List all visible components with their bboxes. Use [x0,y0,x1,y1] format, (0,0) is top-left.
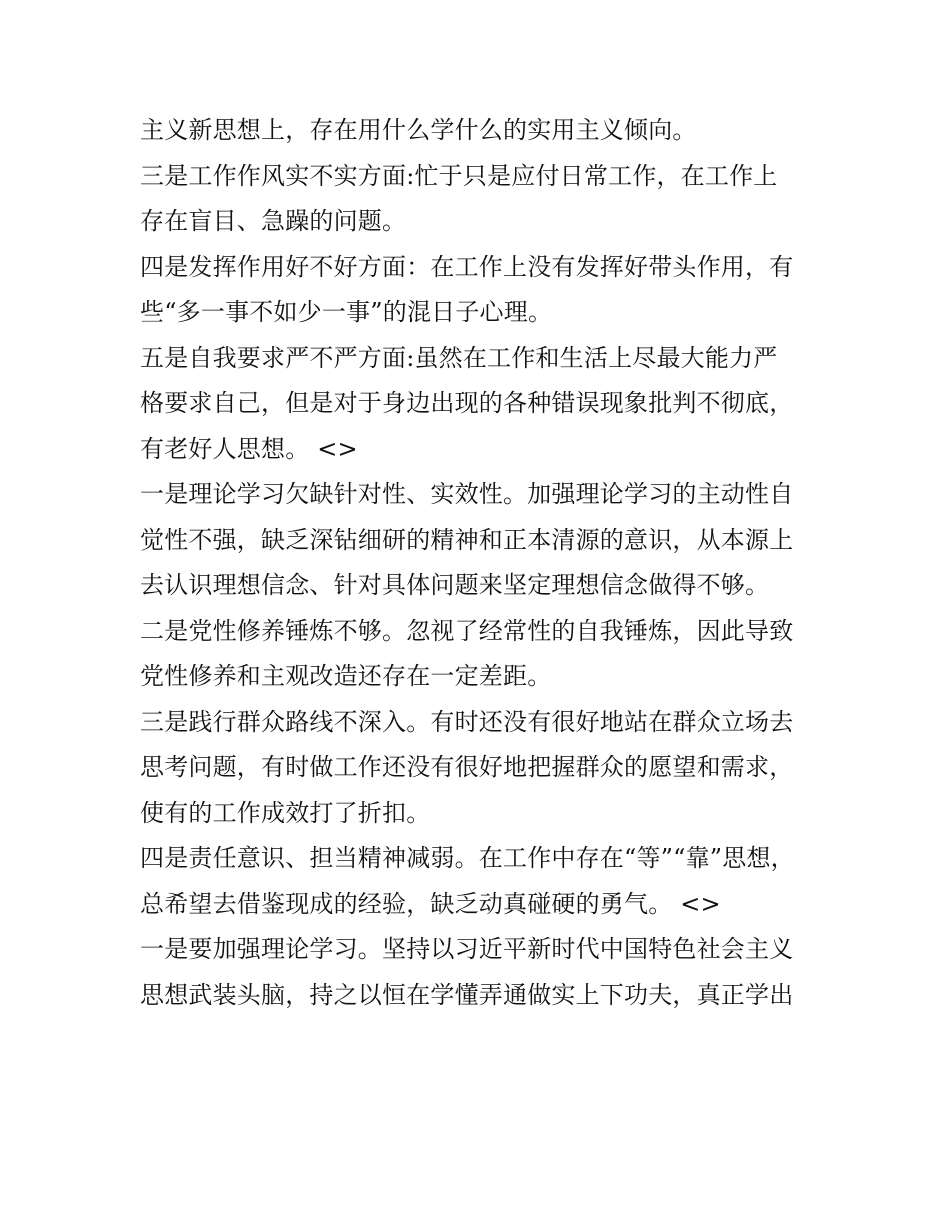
text-line: 有老好人思想。 <> [140,434,358,463]
text-line: 党性修养和主观改造还存在一定差距。 [140,662,552,690]
text-line: 五是自我要求严不严方面:虽然在工作和生活上尽最大能力严 [140,343,778,372]
text-line: 三是践行群众路线不深入。有时还没有很好地站在群众立场去 [140,707,794,736]
text-line: 些“多一事不如少一事”的混日子心理。 [140,298,553,326]
text-line: 格要求自己，但是对于身边出现的各种错误现象批判不彻底， [140,389,794,417]
text-line: 思考问题，有时做工作还没有很好地把握群众的愿望和需求， [140,753,794,781]
text-line: 总希望去借鉴现成的经验，缺乏动真碰硬的勇气。 <> [140,889,721,918]
text-line: 觉性不强，缺乏深钻细研的精神和正本清源的意识，从本源上 [140,525,794,554]
text-line: 四是责任意识、担当精神减弱。在工作中存在“等”“靠”思想， [140,844,795,872]
text-line: 去认识理想信念、针对具体问题来坚定理想信念做得不够。 [140,571,770,599]
text-line: 主义新思想上，存在用什么学什么的实用主义倾向。 [140,116,697,144]
text-line: 存在盲目、急躁的问题。 [140,207,407,235]
text-line: 三是工作作风实不实方面:忙于只是应付日常工作，在工作上 [140,161,778,190]
text-line: 四是发挥作用好不好方面：在工作上没有发挥好带头作用，有 [140,252,794,281]
text-line: 二是党性修养锤炼不够。忽视了经常性的自我锤炼，因此导致 [140,616,794,645]
text-line: 一是理论学习欠缺针对性、实效性。加强理论学习的主动性自 [140,480,794,508]
text-line: 思想武装头脑，持之以恒在学懂弄通做实上下功夫，真正学出 [140,980,794,1009]
text-line: 一是要加强理论学习。坚持以习近平新时代中国特色社会主义 [140,935,794,963]
document-body [140,108,820,1018]
text-line: 使有的工作成效打了折扣。 [140,798,431,827]
